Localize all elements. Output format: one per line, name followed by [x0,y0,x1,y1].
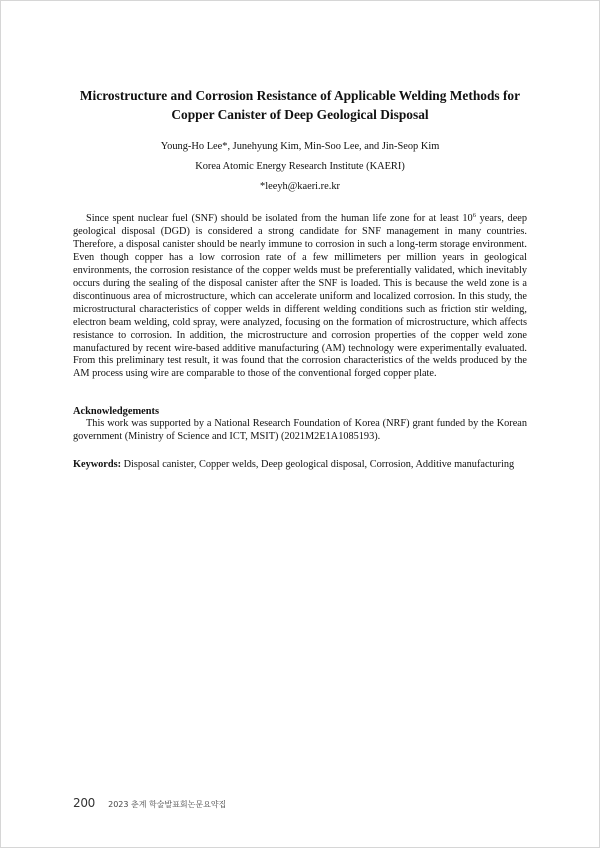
publication-name: 2023 춘계 학술발표회논문요약집 [108,800,227,809]
keywords-label: Keywords: [73,459,122,470]
keywords-list: Disposal canister, Copper welds, Deep geological disposal, Corrosion, Additive manufacturing [121,459,515,470]
abstract-paragraph [73,213,527,381]
page-number: 200 [73,796,96,810]
title-line-2: Copper Canister of Deep Geological Disposal [171,107,429,122]
acknowledgements-heading: Acknowledgements [73,406,160,417]
page-footer [73,792,226,808]
affiliation: Korea Atomic Energy Research Institute (KAERI) [195,161,405,172]
keywords-line [73,458,533,471]
author-list: Young-Ho Lee*, Junehyung Kim, Min-Soo Lee, and Jin-Seop Kim [160,141,440,152]
paper-title [60,86,540,124]
exponent-superscript: 6 [472,212,476,219]
title-line-1: Microstructure and Corrosion Resistance of Applicable Welding Methods for [79,88,521,103]
abstract-text-rest: years, deep geological disposal (DGD) is considered a strong candidate for SNF management in many countries. Therefore, a disposal canister should be nearly immune to corrosion in such a long-term storage environment. Even though copper has a low corrosion rate of a few millimeters per million years in geological environments, the corrosion resistance of the copper welds must be preferentially validated, which inevitably occurs during the sealing of the disposal canister after the SNF is loaded. This is because the weld zone is a discontinuous area of microstructure, which can accelerate uniform and localized corrosion. In this study, the microstructural characteristics of copper welds in different welding conditions such as friction stir welding, electron beam welding, cold spray, were analyzed, focusing on the formation of microstructure, which affects resistance to corrosion. In addition, the microstructure and corrosion properties of the copper weld zone manufactured by recent wire-based additive manufacturing (AM) technology were experimentally evaluated. From this preliminary test result, it was found that the corrosion characteristics of the welds produced by the AM process using wire are comparable to those of the conventional forged copper plate. [73,213,527,380]
acknowledgements-text: This work was supported by a National Research Foundation of Korea (NRF) grant funded by the Korean government (Ministry of Science and ICT, MSIT) (2021M2E1A1085193). [73,418,527,442]
contact-email: *leeyh@kaeri.re.kr [260,181,340,192]
abstract-text-start: Since spent nuclear fuel (SNF) should be isolated from the human life zone for at least 10 [86,213,473,224]
